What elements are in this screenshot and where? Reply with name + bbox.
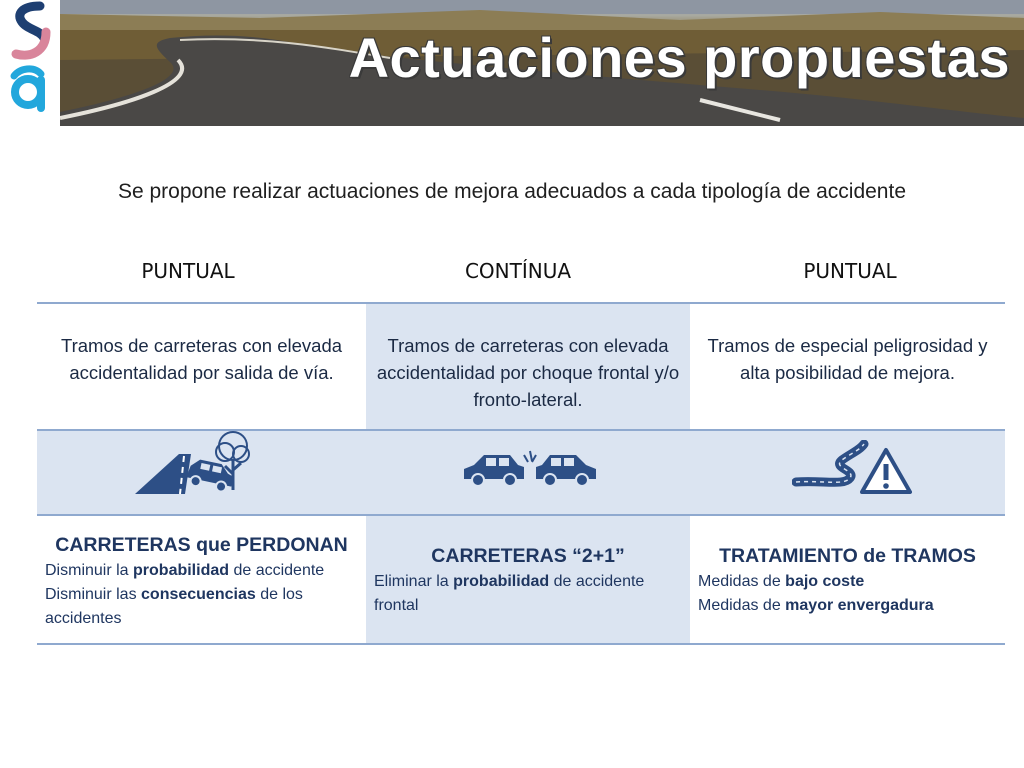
- column-heading-3: PUNTUAL: [803, 259, 897, 283]
- table-rule-bottom: [37, 643, 1005, 645]
- head-on-collision-icon: [462, 449, 598, 489]
- action-title-2: CARRETERAS “2+1”: [431, 545, 625, 567]
- description-cell-3: [690, 304, 1005, 430]
- column-heading-1: PUNTUAL: [141, 259, 235, 283]
- winding-road-warning-icon: [792, 440, 912, 496]
- page-title: Actuaciones propuestas: [348, 26, 1010, 89]
- description-text-3: Tramos de especial peligrosidad y alta posibilidad de mejora.: [707, 335, 988, 383]
- action-cell-1: [37, 516, 366, 644]
- column-heading-2: CONTÍNUA: [464, 259, 572, 283]
- description-text-1: Tramos de carreteras con elevada accidentalidad por salida de vía.: [60, 335, 343, 383]
- action-line-3-2: Medidas de mayor envergadura: [698, 597, 934, 614]
- table-rule-2: [37, 514, 1005, 516]
- table-rule-1: [37, 429, 1005, 431]
- header-banner-road-photo: [60, 0, 1024, 126]
- car-off-road-tree-icon: [135, 430, 257, 496]
- action-cell-3: [690, 516, 1005, 644]
- action-cell-2: [366, 516, 690, 644]
- action-title-3: TRATAMIENTO de TRAMOS: [719, 545, 976, 567]
- action-line-1-2: Disminuir las consecuencias de los accidentes: [45, 586, 303, 627]
- table-rule-top: [37, 302, 1005, 304]
- action-title-1: CARRETERAS que PERDONAN: [55, 534, 348, 556]
- description-cell-1: [37, 304, 366, 430]
- company-logo: [0, 0, 60, 126]
- action-line-3-1: Medidas de bajo coste: [698, 573, 865, 590]
- intro-text: Se propone realizar actuaciones de mejora adecuados a cada tipología de accidente: [117, 180, 907, 203]
- action-line-1-1: Disminuir la probabilidad de accidente: [45, 562, 325, 579]
- action-line-2-1: Eliminar la probabilidad de accidente frontal: [374, 573, 645, 614]
- description-cell-2: [366, 304, 690, 430]
- description-text-2: Tramos de carreteras con elevada accidentalidad por choque frontal y/o fronto-lateral.: [376, 335, 680, 410]
